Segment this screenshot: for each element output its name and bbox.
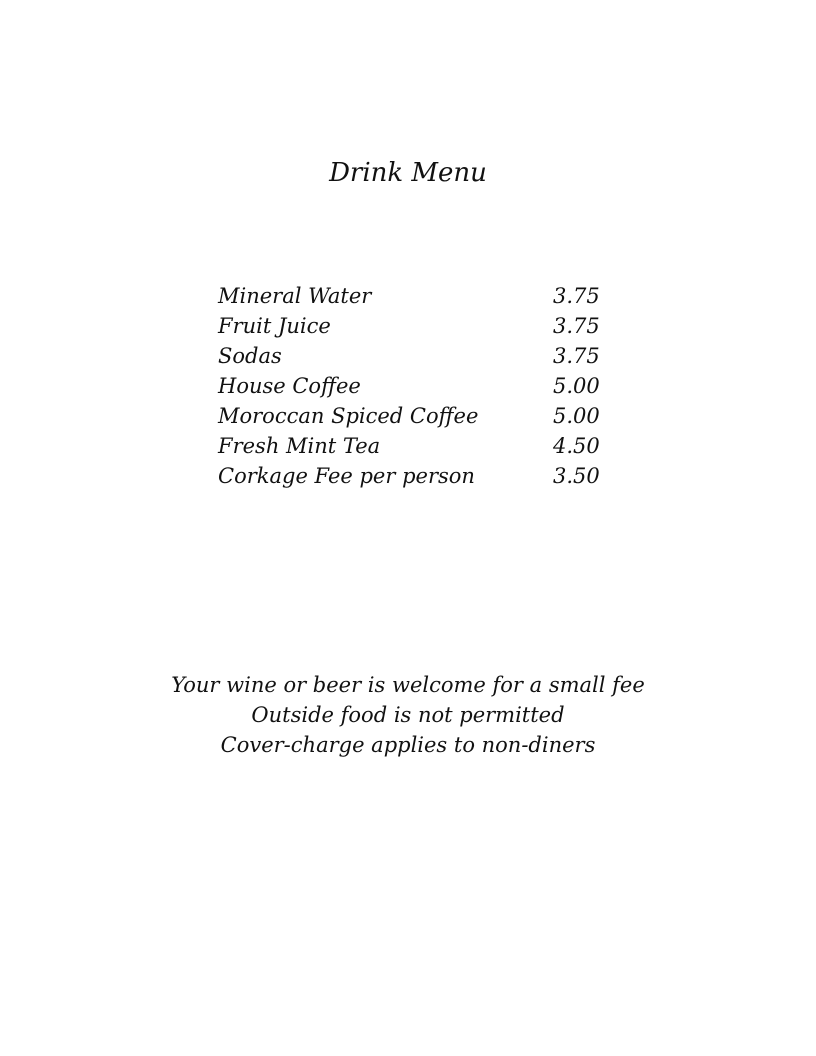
item-price: 3.75 bbox=[553, 284, 600, 308]
menu-item bbox=[218, 341, 618, 371]
item-price: 5.00 bbox=[553, 404, 600, 428]
item-name: Fruit Juice bbox=[218, 314, 331, 338]
item-name: Moroccan Spiced Coffee bbox=[218, 404, 479, 428]
menu-item bbox=[218, 461, 618, 491]
item-price: 3.75 bbox=[553, 344, 600, 368]
item-price: 3.75 bbox=[553, 314, 600, 338]
note-cover-charge: Cover-charge applies to non-diners bbox=[220, 733, 596, 757]
item-price: 3.50 bbox=[553, 464, 600, 488]
menu-item bbox=[218, 281, 618, 311]
note-outside-food: Outside food is not permitted bbox=[251, 703, 565, 727]
menu-item bbox=[218, 371, 618, 401]
item-name: Mineral Water bbox=[218, 284, 372, 308]
menu-item bbox=[218, 401, 618, 431]
item-name: House Coffee bbox=[218, 374, 361, 398]
menu-item bbox=[218, 311, 618, 341]
item-price: 4.50 bbox=[553, 434, 600, 458]
drink-list bbox=[218, 281, 618, 491]
page-title: Drink Menu bbox=[329, 158, 487, 188]
note-wine-policy: Your wine or beer is welcome for a small fee bbox=[171, 673, 645, 697]
item-name: Fresh Mint Tea bbox=[218, 434, 381, 458]
menu-item bbox=[218, 431, 618, 461]
item-price: 5.00 bbox=[553, 374, 600, 398]
item-name: Corkage Fee per person bbox=[218, 464, 475, 488]
item-name: Sodas bbox=[218, 344, 282, 368]
policy-notes bbox=[0, 670, 816, 760]
